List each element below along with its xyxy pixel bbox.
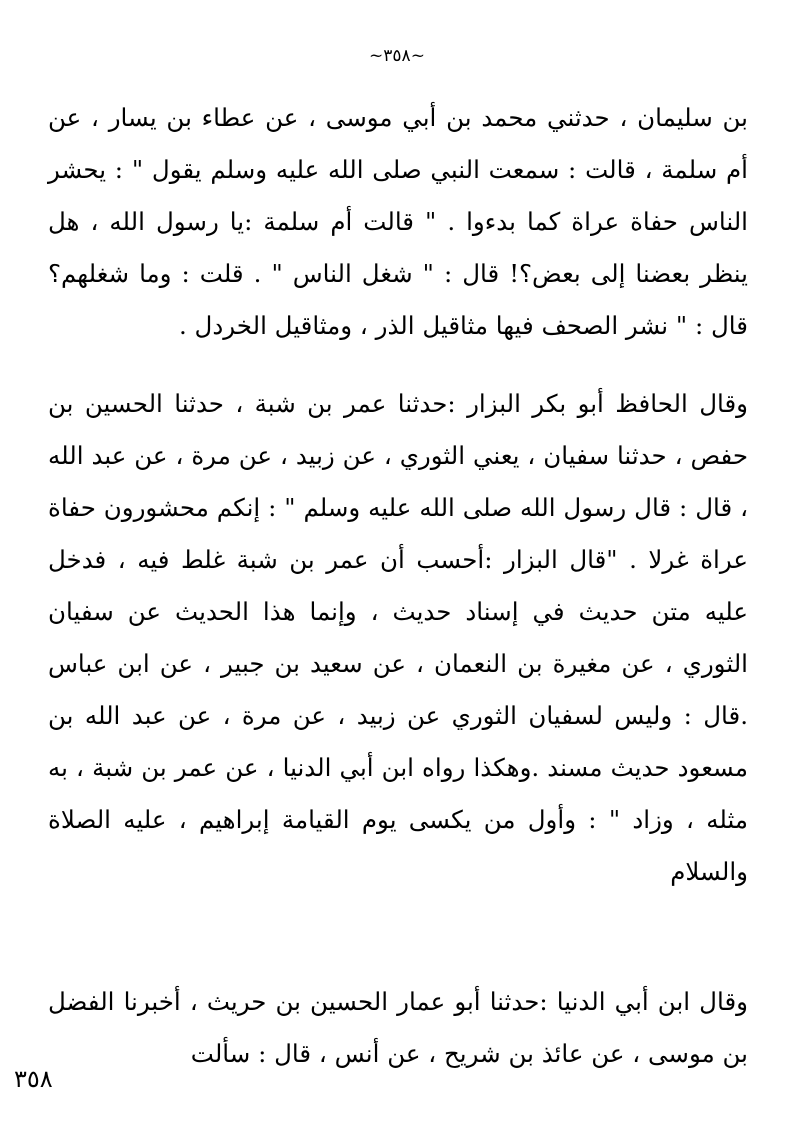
page-number: ٣٥٨ [14, 1065, 53, 1093]
paragraph-3: وقال ابن أبي الدنيا :حدثنا أبو عمار الحسين بن حريث ، أخبرنا الفضل بن موسى ، عن عائذ بن شريح ، عن أنس ، قال : سألت [48, 987, 748, 1068]
paragraph-1: بن سليمان ، حدثني محمد بن أبي موسى ، عن عطاء بن يسار ، عن أم سلمة ، قالت : سمعت النبي صلى الله عليه وسلم يقول " : يحشر الناس حفاة عراة كما بدءوا . " قالت أم سلمة :يا رسول الله ، هل ينظر بعضنا إلى بعض؟! قال : " شغل الناس " . قلت : وما شغلهم؟ قال : " نشر الصحف فيها مثاقيل الذر ، ومثاقيل الخردل . [48, 103, 748, 340]
page-body [48, 92, 748, 1080]
paragraph-2: وقال الحافظ أبو بكر البزار :حدثنا عمر بن شبة ، حدثنا الحسين بن حفص ، حدثنا سفيان ، يعني الثوري ، عن زبيد ، عن مرة ، عن عبد الله ، قال : قال رسول الله صلى الله عليه وسلم " : إنكم محشورون حفاة عراة غرلا . "قال البزار :أحسب أن عمر بن شبة غلط فيه ، فدخل عليه متن حديث في إسناد حديث ، وإنما هذا الحديث عن سفيان الثوري ، عن مغيرة بن النعمان ، عن سعيد بن جبير ، عن ابن عباس .قال : وليس لسفيان الثوري عن زبيد ، عن مرة ، عن عبد الله بن مسعود حديث مسند .وهكذا رواه ابن أبي الدنيا ، عن عمر بن شبة ، به مثله ، وزاد " : وأول من يكسى يوم القيامة إبراهيم ، عليه الصلاة والسلام [48, 389, 748, 886]
page-header: ~٣٥٨~ [369, 46, 425, 66]
